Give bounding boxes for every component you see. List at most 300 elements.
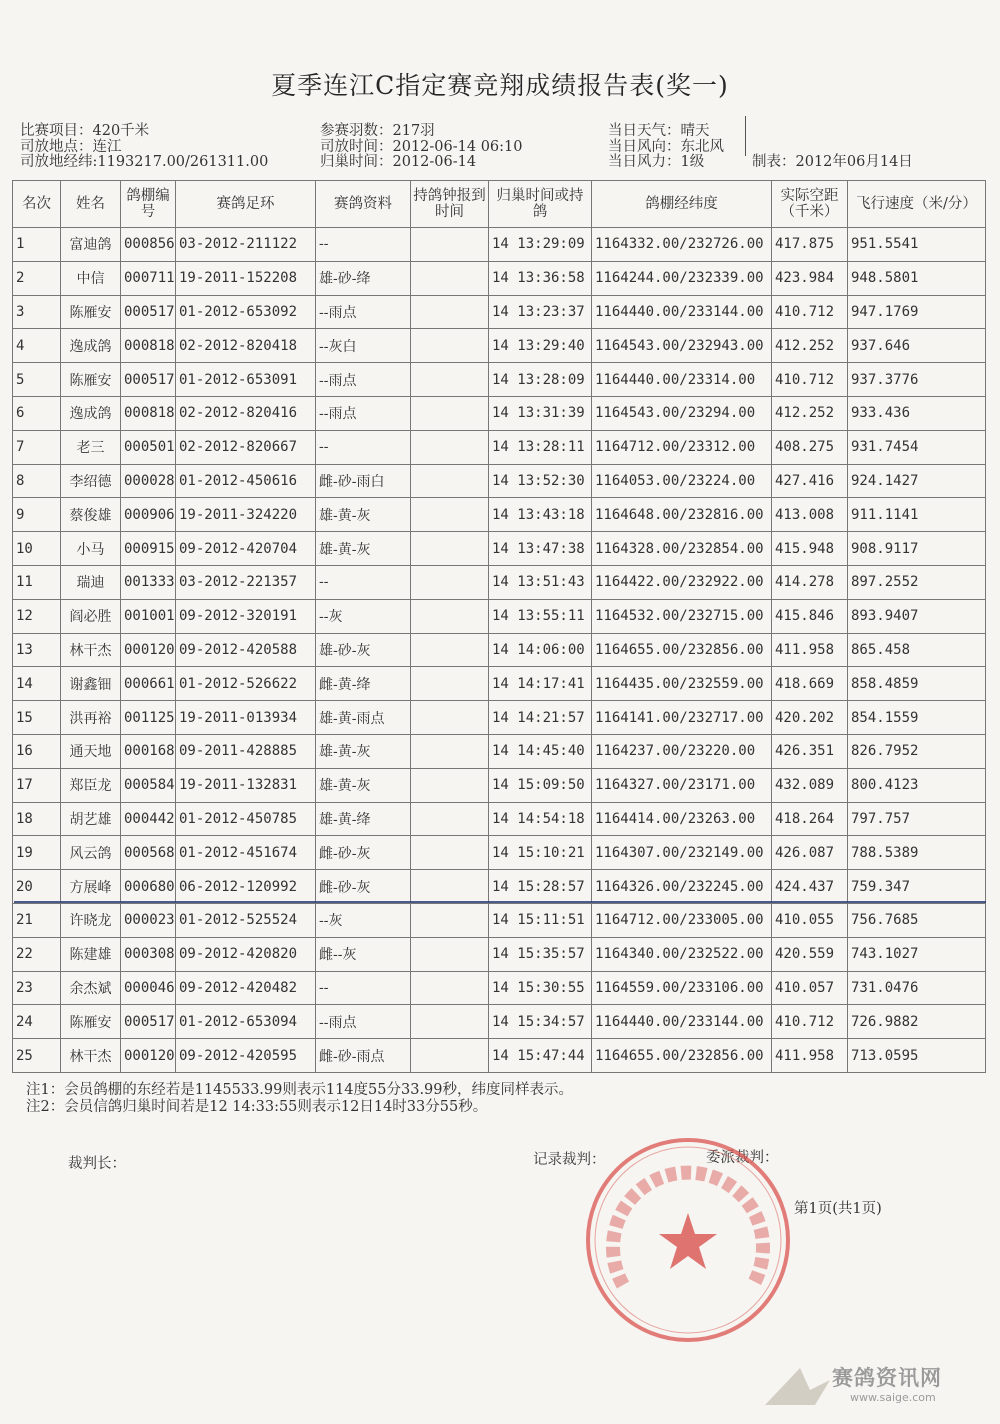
cell-return-time: 14 15:10:21: [489, 836, 592, 870]
meta-divider: [745, 116, 746, 156]
cell-ring: 19-2011-013934: [176, 701, 316, 735]
cell-name: 胡艺雄: [61, 802, 121, 836]
cell-coords: 1164532.00/232715.00: [592, 599, 772, 633]
cell-name: 洪再裕: [61, 701, 121, 735]
cell-bird-info: --灰白: [316, 329, 411, 363]
cell-coords: 1164340.00/232522.00: [592, 937, 772, 971]
cell-rank: 17: [13, 768, 61, 802]
cell-coords: 1164053.00/23224.00: [592, 464, 772, 498]
cell-name: 风云鸽: [61, 836, 121, 870]
cell-coords: 1164141.00/232717.00: [592, 701, 772, 735]
cell-rank: 21: [13, 903, 61, 937]
header-bird-info: 赛鸽资料: [316, 181, 411, 228]
cell-clock-time: [411, 836, 489, 870]
cell-return-time: 14 13:23:37: [489, 295, 592, 329]
cell-name: 阎必胜: [61, 599, 121, 633]
cell-clock-time: [411, 228, 489, 262]
cell-speed: 800.4123: [848, 768, 986, 802]
cell-rank: 7: [13, 430, 61, 464]
notes: [26, 1082, 573, 1116]
meta-wind-direction: 当日风向：东北风: [608, 138, 724, 155]
cell-clock-time: [411, 599, 489, 633]
cell-loft-id: 000308: [121, 937, 176, 971]
pen-line: [14, 901, 986, 903]
cell-clock-time: [411, 329, 489, 363]
cell-distance: 412.252: [772, 396, 848, 430]
cell-clock-time: [411, 734, 489, 768]
cell-clock-time: [411, 768, 489, 802]
cell-bird-info: --: [316, 971, 411, 1005]
cell-clock-time: [411, 633, 489, 667]
cell-bird-info: 雌-砂-雨点: [316, 1039, 411, 1073]
cell-clock-time: [411, 261, 489, 295]
cell-rank: 4: [13, 329, 61, 363]
cell-return-time: 14 13:28:09: [489, 363, 592, 397]
cell-speed: 951.5541: [848, 228, 986, 262]
header-distance: 实际空距（千米）: [772, 181, 848, 228]
table-row: [13, 329, 986, 363]
cell-speed: 937.3776: [848, 363, 986, 397]
cell-rank: 13: [13, 633, 61, 667]
cell-clock-time: [411, 464, 489, 498]
cell-loft-id: 000818: [121, 329, 176, 363]
cell-loft-id: 001333: [121, 565, 176, 599]
cell-ring: 02-2012-820418: [176, 329, 316, 363]
meta-race-distance: 比赛项目：420千米: [20, 123, 150, 139]
cell-bird-info: --: [316, 565, 411, 599]
cell-loft-id: 000517: [121, 1005, 176, 1039]
cell-distance: 408.275: [772, 430, 848, 464]
cell-rank: 19: [13, 836, 61, 870]
cell-bird-info: 雌--灰: [316, 937, 411, 971]
cell-return-time: 14 14:17:41: [489, 667, 592, 701]
meta-release-coords: 司放地经纬:1193217.00/261311.00: [20, 154, 269, 170]
cell-speed: 788.5389: [848, 836, 986, 870]
cell-coords: 1164655.00/232856.00: [592, 1039, 772, 1073]
cell-distance: 426.087: [772, 836, 848, 870]
cell-name: 通天地: [61, 734, 121, 768]
header-coords: 鸽棚经纬度: [592, 181, 772, 228]
cell-name: 许晓龙: [61, 903, 121, 937]
cell-distance: 432.089: [772, 768, 848, 802]
cell-ring: 09-2012-420595: [176, 1039, 316, 1073]
cell-distance: 417.875: [772, 228, 848, 262]
cell-rank: 23: [13, 971, 61, 1005]
cell-loft-id: 000856: [121, 228, 176, 262]
table-row: [13, 363, 986, 397]
cell-coords: 1164559.00/233106.00: [592, 971, 772, 1005]
table-row: [13, 430, 986, 464]
cell-name: 老三: [61, 430, 121, 464]
table-row: [13, 261, 986, 295]
cell-distance: 418.669: [772, 667, 848, 701]
cell-distance: 411.958: [772, 633, 848, 667]
cell-rank: 1: [13, 228, 61, 262]
table-row: [13, 498, 986, 532]
cell-rank: 24: [13, 1005, 61, 1039]
cell-return-time: 14 14:21:57: [489, 701, 592, 735]
cell-clock-time: [411, 363, 489, 397]
cell-bird-info: --雨点: [316, 1005, 411, 1039]
cell-distance: 415.846: [772, 599, 848, 633]
cell-name: 方展峰: [61, 870, 121, 904]
cell-coords: 1164543.00/232943.00: [592, 329, 772, 363]
cell-coords: 1164712.00/23312.00: [592, 430, 772, 464]
cell-rank: 14: [13, 667, 61, 701]
cell-distance: 411.958: [772, 1039, 848, 1073]
cell-distance: 414.278: [772, 565, 848, 599]
cell-return-time: 14 15:30:55: [489, 971, 592, 1005]
cell-ring: 19-2011-324220: [176, 498, 316, 532]
cell-speed: 713.0595: [848, 1039, 986, 1073]
meta-wind-force: 当日风力：1级: [608, 154, 705, 170]
cell-distance: 413.008: [772, 498, 848, 532]
cell-name: 蔡俊雄: [61, 498, 121, 532]
table-row: [13, 295, 986, 329]
cell-rank: 20: [13, 870, 61, 904]
cell-loft-id: 000501: [121, 430, 176, 464]
cell-ring: 09-2012-420704: [176, 532, 316, 566]
cell-return-time: 14 13:28:11: [489, 430, 592, 464]
meta-return-date: 归巢时间：2012-06-14: [320, 154, 477, 170]
cell-ring: 09-2011-428885: [176, 734, 316, 768]
cell-ring: 09-2012-420820: [176, 937, 316, 971]
cell-return-time: 14 13:47:38: [489, 532, 592, 566]
cell-coords: 1164328.00/232854.00: [592, 532, 772, 566]
cell-distance: 420.559: [772, 937, 848, 971]
cell-ring: 03-2012-221357: [176, 565, 316, 599]
meta-weather: 当日天气：晴天: [608, 123, 710, 139]
cell-ring: 03-2012-211122: [176, 228, 316, 262]
cell-speed: 931.7454: [848, 430, 986, 464]
cell-return-time: 14 13:29:40: [489, 329, 592, 363]
cell-rank: 5: [13, 363, 61, 397]
cell-loft-id: 000046: [121, 971, 176, 1005]
cell-name: 陈雁安: [61, 1005, 121, 1039]
cell-loft-id: 000711: [121, 261, 176, 295]
table-row: [13, 565, 986, 599]
cell-ring: 01-2012-451674: [176, 836, 316, 870]
cell-return-time: 14 15:47:44: [489, 1039, 592, 1073]
cell-rank: 3: [13, 295, 61, 329]
cell-coords: 1164327.00/23171.00: [592, 768, 772, 802]
cell-clock-time: [411, 396, 489, 430]
cell-rank: 22: [13, 937, 61, 971]
cell-loft-id: 001001: [121, 599, 176, 633]
cell-loft-id: 000517: [121, 295, 176, 329]
cell-speed: 759.347: [848, 870, 986, 904]
cell-speed: 797.757: [848, 802, 986, 836]
cell-coords: 1164332.00/232726.00: [592, 228, 772, 262]
cell-clock-time: [411, 430, 489, 464]
cell-coords: 1164414.00/23263.00: [592, 802, 772, 836]
cell-loft-id: 000680: [121, 870, 176, 904]
cell-clock-time: [411, 701, 489, 735]
cell-return-time: 14 13:51:43: [489, 565, 592, 599]
cell-return-time: 14 13:29:09: [489, 228, 592, 262]
cell-ring: 19-2011-152208: [176, 261, 316, 295]
cell-loft-id: 000661: [121, 667, 176, 701]
cell-loft-id: 000442: [121, 802, 176, 836]
header-name: 姓名: [61, 181, 121, 228]
cell-return-time: 14 15:09:50: [489, 768, 592, 802]
cell-rank: 8: [13, 464, 61, 498]
cell-coords: 1164712.00/233005.00: [592, 903, 772, 937]
cell-rank: 15: [13, 701, 61, 735]
cell-distance: 415.948: [772, 532, 848, 566]
meta-release-place: 司放地点：连江: [20, 138, 122, 155]
cell-loft-id: 000028: [121, 464, 176, 498]
cell-clock-time: [411, 532, 489, 566]
cell-ring: 09-2012-320191: [176, 599, 316, 633]
cell-speed: 726.9882: [848, 1005, 986, 1039]
cell-ring: 01-2012-525524: [176, 903, 316, 937]
table-row: [13, 701, 986, 735]
header-loft-id: 鸽棚编号: [121, 181, 176, 228]
cell-loft-id: 000168: [121, 734, 176, 768]
cell-distance: 410.712: [772, 1005, 848, 1039]
cell-name: 陈雁安: [61, 363, 121, 397]
cell-loft-id: 000915: [121, 532, 176, 566]
cell-return-time: 14 15:34:57: [489, 1005, 592, 1039]
cell-return-time: 14 15:28:57: [489, 870, 592, 904]
cell-name: 逸成鸽: [61, 396, 121, 430]
cell-distance: 423.984: [772, 261, 848, 295]
club-seal-stamp: [583, 1135, 793, 1345]
watermark-url: www.saige.com: [850, 1391, 936, 1404]
results-table: [12, 180, 986, 1073]
cell-ring: 01-2012-450616: [176, 464, 316, 498]
cell-speed: 947.1769: [848, 295, 986, 329]
cell-ring: 01-2012-450785: [176, 802, 316, 836]
cell-speed: 933.436: [848, 396, 986, 430]
cell-speed: 826.7952: [848, 734, 986, 768]
table-row: [13, 1039, 986, 1073]
header-return-time: 归巢时间或持鸽: [489, 181, 592, 228]
meta-release-time: 司放时间：2012-06-14 06:10: [320, 138, 523, 155]
table-row: [13, 532, 986, 566]
cell-loft-id: 000906: [121, 498, 176, 532]
cell-return-time: 14 15:35:57: [489, 937, 592, 971]
cell-bird-info: --: [316, 430, 411, 464]
cell-clock-time: [411, 937, 489, 971]
cell-name: 陈雁安: [61, 295, 121, 329]
cell-bird-info: --雨点: [316, 363, 411, 397]
cell-ring: 19-2011-132831: [176, 768, 316, 802]
table-header-row: [13, 181, 986, 228]
cell-distance: 410.057: [772, 971, 848, 1005]
cell-speed: 924.1427: [848, 464, 986, 498]
cell-clock-time: [411, 971, 489, 1005]
cell-distance: 410.712: [772, 295, 848, 329]
cell-loft-id: 000120: [121, 1039, 176, 1073]
cell-speed: 911.1141: [848, 498, 986, 532]
table-row: [13, 464, 986, 498]
cell-loft-id: 000517: [121, 363, 176, 397]
table-row: [13, 734, 986, 768]
cell-speed: 854.1559: [848, 701, 986, 735]
cell-clock-time: [411, 667, 489, 701]
cell-bird-info: 雌-砂-灰: [316, 870, 411, 904]
cell-name: 中信: [61, 261, 121, 295]
cell-coords: 1164543.00/23294.00: [592, 396, 772, 430]
cell-distance: 420.202: [772, 701, 848, 735]
table-row: [13, 667, 986, 701]
cell-name: 余杰斌: [61, 971, 121, 1005]
cell-ring: 02-2012-820667: [176, 430, 316, 464]
cell-ring: 06-2012-120992: [176, 870, 316, 904]
cell-return-time: 14 13:31:39: [489, 396, 592, 430]
cell-loft-id: 000584: [121, 768, 176, 802]
cell-rank: 18: [13, 802, 61, 836]
cell-ring: 01-2012-653091: [176, 363, 316, 397]
cell-speed: 743.1027: [848, 937, 986, 971]
cell-ring: 01-2012-653094: [176, 1005, 316, 1039]
cell-clock-time: [411, 498, 489, 532]
cell-return-time: 14 13:36:58: [489, 261, 592, 295]
cell-name: 瑞迪: [61, 565, 121, 599]
meta-race-info: [20, 124, 268, 171]
cell-clock-time: [411, 1005, 489, 1039]
cell-ring: 01-2012-526622: [176, 667, 316, 701]
cell-bird-info: 雌-砂-灰: [316, 836, 411, 870]
table-row: [13, 870, 986, 904]
cell-distance: 410.712: [772, 363, 848, 397]
cell-return-time: 14 14:54:18: [489, 802, 592, 836]
cell-name: 陈建雄: [61, 937, 121, 971]
cell-distance: 410.055: [772, 903, 848, 937]
cell-coords: 1164307.00/232149.00: [592, 836, 772, 870]
cell-distance: 426.351: [772, 734, 848, 768]
cell-name: 富迪鸽: [61, 228, 121, 262]
cell-clock-time: [411, 295, 489, 329]
page-number: 第1页(共1页): [794, 1201, 882, 1217]
cell-rank: 10: [13, 532, 61, 566]
cell-name: 谢鑫钿: [61, 667, 121, 701]
header-rank: 名次: [13, 181, 61, 228]
cell-rank: 6: [13, 396, 61, 430]
cell-speed: 756.7685: [848, 903, 986, 937]
cell-speed: 937.646: [848, 329, 986, 363]
cell-bird-info: 雄-砂-绛: [316, 261, 411, 295]
cell-bird-info: 雌-黄-绛: [316, 667, 411, 701]
cell-bird-info: --雨点: [316, 295, 411, 329]
cell-coords: 1164435.00/232559.00: [592, 667, 772, 701]
cell-return-time: 14 15:11:51: [489, 903, 592, 937]
cell-coords: 1164655.00/232856.00: [592, 633, 772, 667]
cell-distance: 418.264: [772, 802, 848, 836]
cell-rank: 9: [13, 498, 61, 532]
table-row: [13, 971, 986, 1005]
cell-bird-info: --灰: [316, 599, 411, 633]
cell-speed: 858.4859: [848, 667, 986, 701]
cell-return-time: 14 14:06:00: [489, 633, 592, 667]
cell-return-time: 14 13:55:11: [489, 599, 592, 633]
cell-ring: 09-2012-420588: [176, 633, 316, 667]
cell-bird-info: 雌-砂-雨白: [316, 464, 411, 498]
cell-name: 林干杰: [61, 633, 121, 667]
cell-ring: 09-2012-420482: [176, 971, 316, 1005]
note-2: 注2：会员信鸽归巢时间若是12 14:33:55则表示12日14时33分55秒。: [26, 1099, 488, 1115]
sig-appointed-judge: 委派裁判：: [706, 1150, 779, 1166]
table-row: [13, 937, 986, 971]
cell-clock-time: [411, 870, 489, 904]
cell-bird-info: 雄-黄-雨点: [316, 701, 411, 735]
cell-bird-info: 雄-黄-绛: [316, 802, 411, 836]
cell-bird-info: 雄-砂-灰: [316, 633, 411, 667]
cell-bird-info: --雨点: [316, 396, 411, 430]
cell-distance: 427.416: [772, 464, 848, 498]
table-row: [13, 599, 986, 633]
meta-weather-info: [608, 124, 724, 171]
header-speed: 飞行速度（米/分）: [848, 181, 986, 228]
cell-name: 林干杰: [61, 1039, 121, 1073]
cell-bird-info: 雄-黄-灰: [316, 768, 411, 802]
cell-distance: 424.437: [772, 870, 848, 904]
header-ring: 赛鸽足环: [176, 181, 316, 228]
cell-speed: 893.9407: [848, 599, 986, 633]
cell-clock-time: [411, 1039, 489, 1073]
results-body: [13, 228, 986, 1073]
watermark-text: 赛鸽资讯网: [832, 1366, 942, 1390]
cell-coords: 1164326.00/232245.00: [592, 870, 772, 904]
cell-loft-id: 000120: [121, 633, 176, 667]
cell-clock-time: [411, 802, 489, 836]
cell-rank: 2: [13, 261, 61, 295]
meta-time-info: [320, 124, 523, 171]
cell-clock-time: [411, 565, 489, 599]
cell-rank: 11: [13, 565, 61, 599]
cell-name: 李绍德: [61, 464, 121, 498]
cell-coords: 1164422.00/232922.00: [592, 565, 772, 599]
cell-speed: 897.2552: [848, 565, 986, 599]
cell-bird-info: 雄-黄-灰: [316, 532, 411, 566]
sig-record-judge: 记录裁判：: [533, 1152, 606, 1168]
cell-coords: 1164440.00/233144.00: [592, 1005, 772, 1039]
cell-name: 郑臣龙: [61, 768, 121, 802]
cell-rank: 25: [13, 1039, 61, 1073]
cell-speed: 731.0476: [848, 971, 986, 1005]
table-row: [13, 228, 986, 262]
cell-rank: 12: [13, 599, 61, 633]
cell-return-time: 14 13:52:30: [489, 464, 592, 498]
cell-speed: 865.458: [848, 633, 986, 667]
table-row: [13, 633, 986, 667]
cell-loft-id: 000023: [121, 903, 176, 937]
cell-distance: 412.252: [772, 329, 848, 363]
table-row: [13, 836, 986, 870]
cell-name: 逸成鸽: [61, 329, 121, 363]
cell-speed: 908.9117: [848, 532, 986, 566]
cell-return-time: 14 14:45:40: [489, 734, 592, 768]
cell-coords: 1164244.00/232339.00: [592, 261, 772, 295]
cell-loft-id: 000818: [121, 396, 176, 430]
cell-bird-info: 雄-黄-灰: [316, 734, 411, 768]
cell-coords: 1164440.00/233144.00: [592, 295, 772, 329]
cell-coords: 1164648.00/232816.00: [592, 498, 772, 532]
sig-chief-judge: 裁判长：: [68, 1156, 126, 1172]
cell-rank: 16: [13, 734, 61, 768]
cell-loft-id: 001125: [121, 701, 176, 735]
table-row: [13, 396, 986, 430]
cell-bird-info: --: [316, 228, 411, 262]
report-title: 夏季连江C指定赛竞翔成绩报告表(奖一): [271, 71, 729, 100]
meta-entries: 参赛羽数：217羽: [320, 123, 435, 139]
table-row: [13, 768, 986, 802]
cell-return-time: 14 13:43:18: [489, 498, 592, 532]
cell-bird-info: 雄-黄-灰: [316, 498, 411, 532]
table-row: [13, 802, 986, 836]
